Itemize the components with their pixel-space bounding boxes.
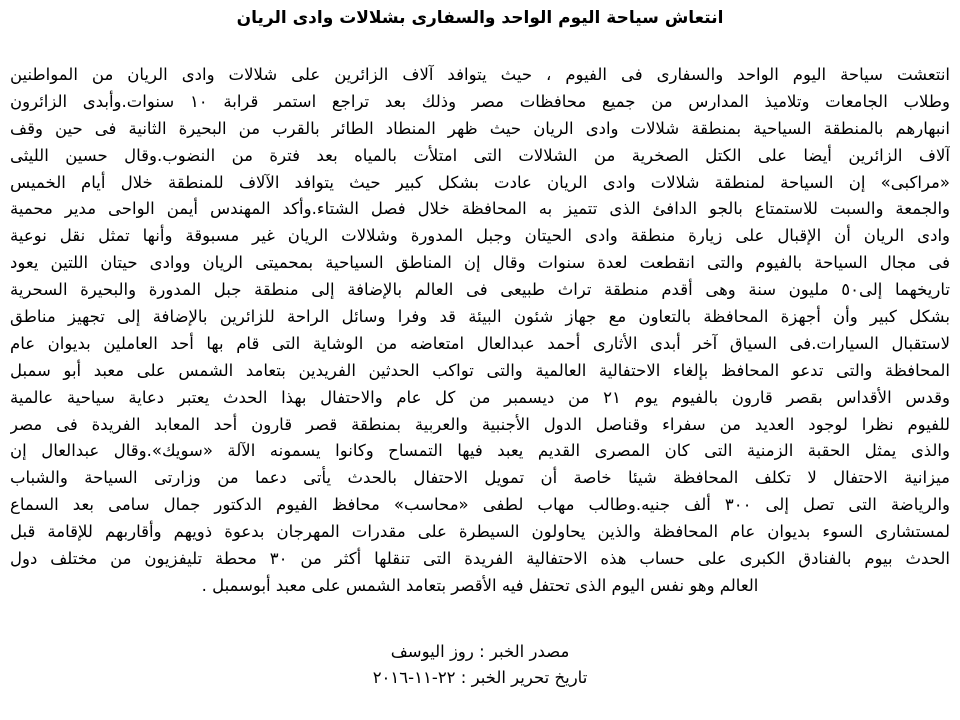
article-line: وقدس الأقداس بقصر قارون بالفيوم يوم ٢١ من ديسمبر من كل عام والاحتفال بهذا الحدث يعتبر دعاية سياحية عالمية <box>10 387 950 407</box>
article-line: انتعشت سياحة اليوم الواحد والسفارى فى الفيوم ، حيث يتوافد آلاف الزائرين على شلالات وادى الريان من المواطنين <box>10 65 950 84</box>
article-line: للفيوم نظرا لوجود العديد من سفراء وقناصل الدول الأجنبية والعربية بمنطقة قصر قارون أحد المعابد الفريدة فى مصر <box>10 414 950 434</box>
article-line: تاريخهما إلى٥٠ مليون سنة وهى أقدم منطقة تراث طبيعى فى العالم بالإضافة إلى منطقة جبل المدورة والبحيرة السحرية <box>10 280 950 300</box>
article-line: المحافظة والتى تدعو المحافظ بإلغاء الاحتفالية العالمية والتى تواكب الحدثين الفريدين بتعامد الشمس على معبد أبو سمبل <box>10 360 950 380</box>
article-line: «مراكبى» إن السياحة لمنطقة شلالات وادى الريان عادت بشكل كبير حيث يتوافد الآلاف للمنطقة خلال أيام الخميس <box>10 172 950 192</box>
article-line: الحدث بيوم بالفنادق الكبرى على حساب هذه الاحتفالية الفريدة التى تنقلها أكثر من ٣٠ محطة تليفزيون من مختلف دول <box>10 549 950 569</box>
article-line: فى مجال السياحة بالفيوم والتى انقطعت لعدة سنوات وقال إن المناطق السياحية بمحميتى الريان ووادى حيتان اللتين يعود <box>10 253 950 273</box>
article-line: لمستشارى السوء بديوان عام المحافظة والذين يحاولون السيطرة على مقدرات المهرجان بدعوة ذويهم وأقاربهم للإقامة قبل <box>10 522 950 542</box>
article-headline: انتعاش سياحة اليوم الواحد والسفارى بشلالات وادى الريان <box>236 8 724 28</box>
news-date: تاريخ تحرير الخبر : ٢٢-١١-٢٠١٦ <box>372 668 588 687</box>
article-line: لاستقبال السيارات.فى السياق آخر أبدى الأثارى أحمد عبدالعال امتعاضه من الوشاية التى قام بها أحد العاملين بديوان عام <box>10 333 950 353</box>
article-line: وطلاب الجامعات وتلاميذ المدارس من جميع محافظات مصر وذلك بعد تراجع استمر قرابة ١٠ سنوات.وأبدى الزائرون <box>10 91 950 111</box>
article-body <box>10 62 950 600</box>
article-line: والجمعة والسبت للاستمتاع بالجو الدافئ الذى تتميز به المحافظة خلال فصل الشتاء.وأكد المهندس أيمن الواحى مدير محمية <box>10 199 950 219</box>
news-source: مصدر الخبر : روز اليوسف <box>390 642 570 661</box>
article-line: والذى يمثل الحقبة الزمنية التى كان المصرى القديم يعبد فيها التمساح وكانوا يسمونه الآلة «سويك».وقال عبدالعال إن <box>10 441 950 461</box>
article-line: انبهارهم بالمنطقة السياحية بمنطقة شلالات وادى الريان حيث ظهر المنطاد الطائر بالقرب من البحيرة الثانية فى حين وقف <box>10 118 950 138</box>
article-line: وادى الريان أن الإقبال على زيارة منطقة وادى الحيتان وجبل المدورة وشلالات الريان غير مسبوقة وأنها تمثل نقل نوعية <box>10 226 950 246</box>
article-line: ميزانية الاحتفال لا تكلف المحافظة شيئا خاصة أن تمويل الاحتفال بالحدث يأتى دعما من وزارتى السياحة والشباب <box>10 468 950 488</box>
article-line: آلاف الزائرين أيضا على الكتل الصخرية من الشلالات التى امتلأت بالمياه بعد فترة من النضوب.وقال حسين الليثى <box>10 145 950 165</box>
article-line: بشكل كبير وأن أجهزة المحافظة بالتعاون مع جهاز شئون البيئة قد وفرا وسائل الراحة للزائرين بالإضافة إلى تجهيز مناطق <box>10 307 950 327</box>
article-line-final: العالم وهو نفس اليوم الذى تحتفل فيه الأقصر بتعامد الشمس على معبد أبوسمبل . <box>201 575 759 595</box>
article-line: والرياضة التى تصل إلى ٣٠٠ ألف جنيه.وطالب مهاب لطفى «محاسب» محافظ الفيوم الدكتور جمال سامى بعد السماع <box>10 495 950 515</box>
